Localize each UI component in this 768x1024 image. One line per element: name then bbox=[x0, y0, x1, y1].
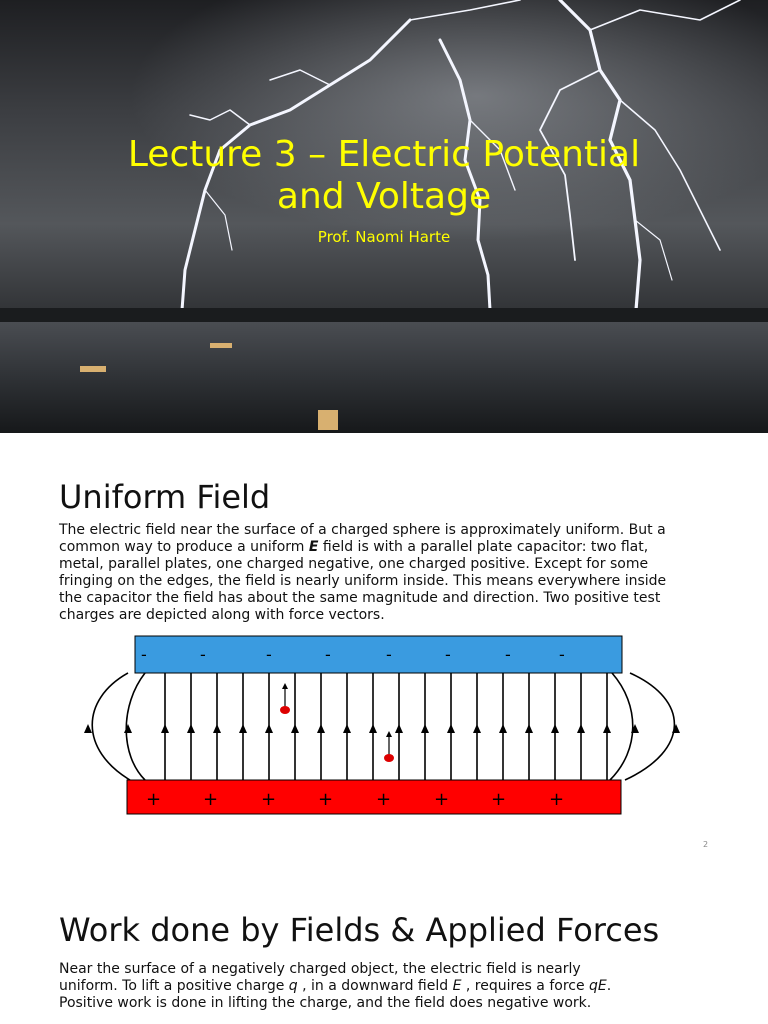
negative-sign: - bbox=[386, 645, 392, 664]
lecturer-name: Prof. Naomi Harte bbox=[317, 228, 451, 246]
lecture-title bbox=[0, 134, 768, 218]
negative-sign: - bbox=[505, 645, 511, 664]
positive-plate bbox=[127, 780, 621, 814]
field-symbol-e: E bbox=[308, 539, 319, 555]
work-done-heading: Work done by Fields & Applied Forces bbox=[59, 911, 660, 949]
work-done-paragraph: Near the surface of a negatively charged object, the electric field is nearly uniform. To lift a positive charge q , in a downward field E , requires a force qE. Positive work is done in lifting the charge, and the field does negative work. bbox=[59, 961, 612, 1011]
title-line-2: and Voltage bbox=[276, 176, 492, 217]
positive-sign: + bbox=[491, 789, 507, 810]
positive-sign: + bbox=[434, 789, 450, 810]
title-slide bbox=[0, 0, 768, 433]
field-direction-arrows bbox=[84, 724, 680, 733]
page-number: 2 bbox=[703, 840, 709, 849]
positive-sign: + bbox=[261, 789, 277, 810]
test-charge-2 bbox=[384, 731, 394, 762]
negative-sign: - bbox=[325, 645, 331, 664]
negative-sign: - bbox=[141, 645, 147, 664]
positive-sign: + bbox=[203, 789, 219, 810]
positive-sign: + bbox=[376, 789, 392, 810]
negative-sign: - bbox=[559, 645, 565, 664]
negative-sign: - bbox=[266, 645, 272, 664]
uniform-field-paragraph: The electric field near the surface of a charged sphere is approximately uniform. But a common way to produce a uniform E field is with a parallel plate capacitor: two flat, metal, parallel plates, one charged negative, one charged positive. Except for some fringing on the edges, the field is nearly uniform inside. This means everywhere inside the capacitor the field has about the same magnitude and direction. Two positive test charges are depicted along with force vectors. bbox=[59, 522, 667, 623]
negative-plate bbox=[135, 636, 622, 673]
uniform-field-heading: Uniform Field bbox=[59, 478, 271, 516]
positive-sign: + bbox=[146, 789, 162, 810]
test-charge-1 bbox=[280, 683, 290, 714]
force-symbol-qe: qE bbox=[589, 978, 607, 994]
parallel-plate-capacitor-diagram bbox=[0, 630, 768, 830]
positive-sign: + bbox=[549, 789, 565, 810]
positive-sign: + bbox=[318, 789, 334, 810]
negative-sign: - bbox=[200, 645, 206, 664]
charge-symbol-q: q bbox=[288, 978, 298, 994]
negative-sign: - bbox=[445, 645, 451, 664]
title-line-1: Lecture 3 – Electric Potential bbox=[127, 134, 641, 175]
field-lines bbox=[92, 673, 674, 780]
field-symbol-e: E bbox=[452, 978, 462, 994]
